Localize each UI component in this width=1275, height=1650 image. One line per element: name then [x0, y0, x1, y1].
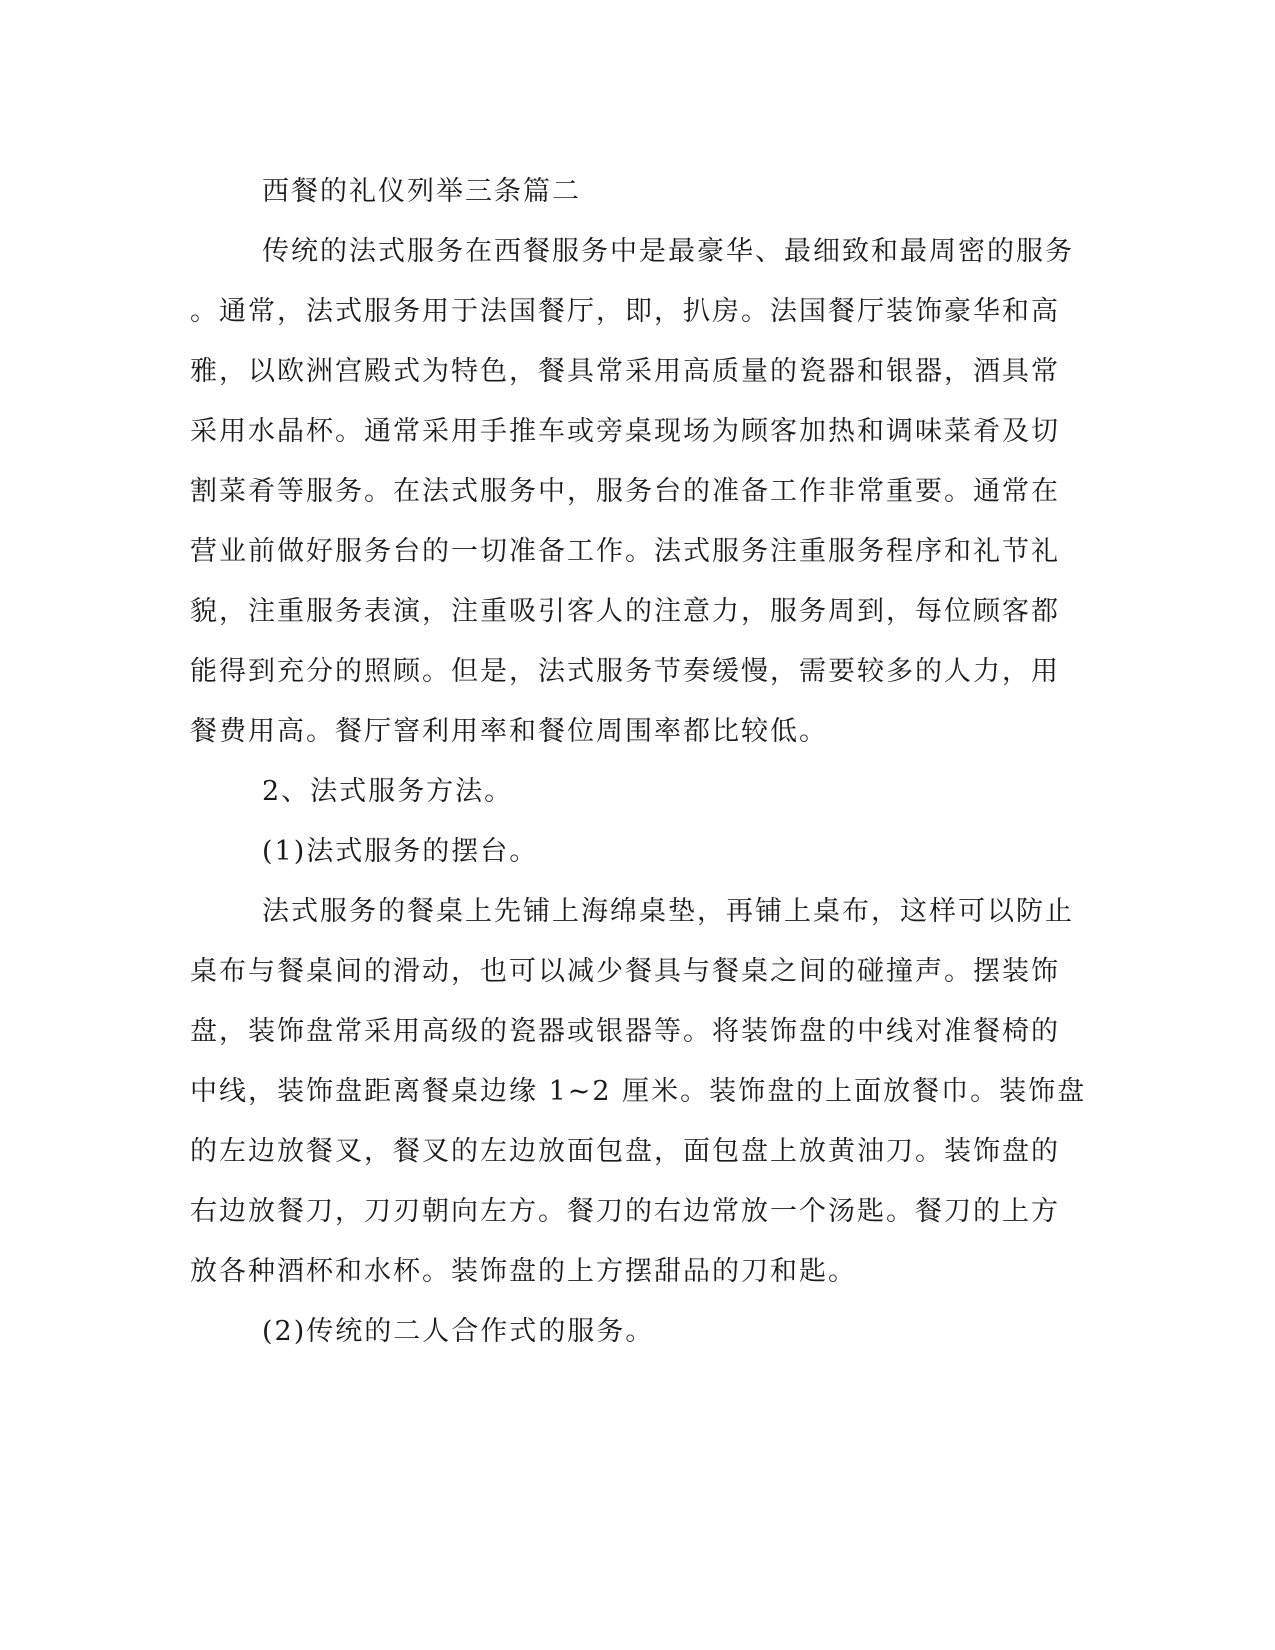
- subsection-title: (1)法式服务的摆台。: [262, 836, 539, 867]
- paragraph-line: 盘，装饰盘常采用高级的瓷器或银器等。将装饰盘的中线对准餐椅的: [190, 1016, 1060, 1047]
- paragraph-line: 法式服务的餐桌上先铺上海绵桌垫，再铺上桌布，这样可以防止: [262, 896, 1074, 927]
- paragraph-line: 的左边放餐叉，餐叉的左边放面包盘，面包盘上放黄油刀。装饰盘的: [190, 1136, 1060, 1167]
- document-body: [190, 162, 1087, 1362]
- section-heading: [190, 762, 1080, 822]
- paragraph-line: 雅，以欧洲宫殿式为特色，餐具常采用高质量的瓷器和银器，酒具常: [190, 356, 1060, 387]
- paragraph-line: 营业前做好服务台的一切准备工作。法式服务注重服务程序和礼节礼: [190, 536, 1060, 567]
- document-heading: 西餐的礼仪列举三条篇二: [262, 176, 581, 207]
- paragraph-line: 中线，装饰盘距离餐桌边缘 1~2 厘米。装饰盘的上面放餐巾。装饰盘: [190, 1076, 1087, 1107]
- paragraph-line: 餐费用高。餐厅窨利用率和餐位周围率都比较低。: [190, 716, 828, 747]
- paragraph-line: 桌布与餐桌间的滑动，也可以减少餐具与餐桌之间的碰撞声。摆装饰: [190, 956, 1060, 987]
- paragraph-table-setting: [190, 882, 1087, 1302]
- paragraph-french-service-intro: [190, 222, 1080, 762]
- paragraph-line: 右边放餐刀，刀刃朝向左方。餐刀的右边常放一个汤匙。餐刀的上方: [190, 1196, 1060, 1227]
- paragraph-line: 采用水晶杯。通常采用手推车或旁桌现场为顾客加热和调味菜肴及切: [190, 416, 1060, 447]
- subsection-heading: [190, 822, 1080, 882]
- subsection-title: (2)传统的二人合作式的服务。: [262, 1316, 655, 1347]
- subsection-heading: [190, 1302, 1080, 1362]
- paragraph-line: 传统的法式服务在西餐服务中是最豪华、最细致和最周密的服务: [262, 236, 1074, 267]
- paragraph-line: 能得到充分的照顾。但是，法式服务节奏缓慢，需要较多的人力，用: [190, 656, 1060, 687]
- paragraph-line: 割菜肴等服务。在法式服务中，服务台的准备工作非常重要。通常在: [190, 476, 1060, 507]
- section-title: 2、法式服务方法。: [262, 776, 514, 807]
- paragraph-line: 貌，注重服务表演，注重吸引客人的注意力，服务周到，每位顾客都: [190, 596, 1060, 627]
- paragraph-line: 。通常，法式服务用于法国餐厅，即，扒房。法国餐厅装饰豪华和高: [190, 296, 1060, 327]
- paragraph-line: 放各种酒杯和水杯。装饰盘的上方摆甜品的刀和匙。: [190, 1256, 857, 1287]
